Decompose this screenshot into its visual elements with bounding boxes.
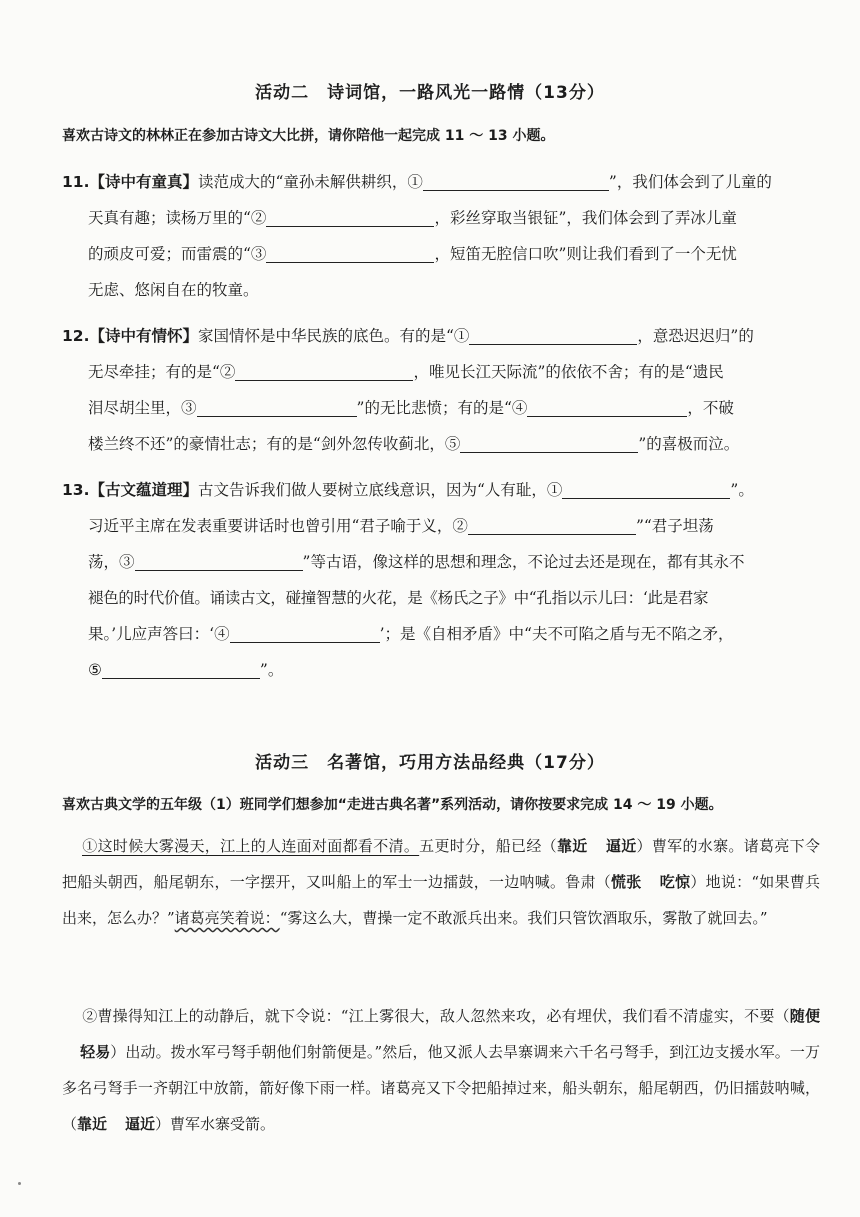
question-number: 13. — [62, 481, 90, 499]
question-text: ，唯见长江天际流”的依依不舍；有的是“遗民 — [413, 363, 724, 381]
word-choice[interactable]: 慌张 — [611, 873, 642, 891]
wavy-underlined-phrase: 诸葛亮笑着说： — [174, 909, 280, 927]
word-choice[interactable]: 靠近 — [77, 1115, 108, 1133]
question-text: ，短笛无腔信口吹”则让我们看到了一个无忧 — [434, 245, 737, 263]
question-tag: 【诗中有情怀】 — [89, 327, 198, 345]
underlined-sentence: ①这时候大雾漫天，江上的人连面对面都看不清。 — [82, 837, 420, 855]
passage-2 — [62, 998, 820, 1142]
question-text: 泪尽胡尘里，③ — [88, 399, 197, 417]
passage-text: ）曹军水寨受箭。 — [155, 1115, 276, 1133]
question-text: ”的喜极而泣。 — [638, 435, 740, 453]
word-choice[interactable]: 靠近 — [556, 837, 588, 855]
passage-text: “雾这么大，曹操一定不敢派兵出来。我们只管饮酒取乐，雾散了就回去。” — [279, 909, 768, 927]
answer-blank[interactable] — [562, 478, 730, 499]
question-number: 11. — [62, 173, 90, 191]
answer-blank[interactable] — [235, 360, 413, 381]
question-text: 家国情怀是中华民族的底色。有的是“① — [197, 327, 470, 345]
question-text: 荡，③ — [88, 553, 135, 571]
question-text: 无虑、悠闲自在的牧童。 — [88, 281, 259, 299]
question-text: 习近平主席在发表重要讲话时也曾引用“君子喻于义，② — [88, 517, 468, 535]
passage-text: ）曹军的水寨。诸葛亮下令把船头朝西，船尾朝东，一字摆开，又叫船上的军士一边擂鼓，一边呐喊。鲁肃（ — [62, 837, 820, 891]
question-text: ，意恐迟迟归”的 — [637, 327, 754, 345]
activity3-intro: 喜欢古典文学的五年级（1）班同学们想参加“走进古典名著”系列活动，请你按要求完成 14 ～ 19 小题。 — [62, 797, 723, 813]
word-choice[interactable]: 吃惊 — [659, 873, 691, 891]
answer-blank[interactable] — [266, 242, 434, 263]
passage-text: ②曹操得知江上的动静后，就下令说：“江上雾很大，敌人忽然来攻，必有埋伏，我们看不清虚实，不要（ — [82, 1007, 790, 1025]
word-choice[interactable]: 逼近 — [605, 837, 637, 855]
question-text: ”。 — [730, 481, 754, 499]
question-text: 楼兰终不还”的豪情壮志；有的是“剑外忽传收蓟北，⑤ — [88, 435, 461, 453]
question-text: ”。 — [259, 661, 284, 679]
question-text: 古文告诉我们做人要树立底线意识，因为“人有耻，① — [197, 481, 563, 499]
answer-blank[interactable] — [423, 170, 609, 191]
answer-blank[interactable] — [135, 550, 303, 571]
question-text: ，不破 — [687, 399, 734, 417]
activity2-title: 活动二 诗词馆，一路风光一路情（13分） — [255, 83, 605, 103]
question-text: 天真有趣；读杨万里的“② — [88, 209, 267, 227]
question-text: ”，我们体会到了儿童的 — [608, 173, 772, 191]
question-text: 的顽皮可爱；而雷震的“③ — [88, 245, 267, 263]
question-tag: 【诗中有童真】 — [89, 173, 198, 191]
activity2-intro: 喜欢古诗文的林林正在参加古诗文大比拼，请你陪他一起完成 11 ～ 13 小题。 — [62, 128, 555, 144]
word-choice[interactable]: 随便 — [789, 1007, 820, 1025]
question-text: ⑤ — [88, 661, 102, 679]
word-choice[interactable]: 轻易 — [80, 1043, 111, 1061]
question-text: 读范成大的“童孙未解供耕织，① — [197, 173, 423, 191]
passage-text: 五更时分，船已经（ — [419, 837, 557, 855]
question-text: ”的无比悲愤；有的是“④ — [356, 399, 528, 417]
passage-text: ）出动。拨水军弓弩手朝他们射箭便是。”然后，他又派人去旱寨调来六千名弓弩手，到江边支援水军。一万多名弓弩手一齐朝江中放箭，箭好像下雨一样。诸葛亮又下令把船掉过来，船头朝东，船尾朝西，仍旧擂鼓呐喊，（ — [62, 1043, 820, 1133]
answer-blank[interactable] — [266, 206, 434, 227]
question-12 — [62, 318, 826, 462]
answer-blank[interactable] — [197, 396, 357, 417]
activity3-title: 活动三 名著馆，巧用方法品经典（17分） — [255, 753, 605, 773]
passage-text: ）地说：“如果曹兵出来，怎么办？” — [62, 873, 820, 927]
question-tag: 【古文蕴道理】 — [89, 481, 198, 499]
answer-blank[interactable] — [527, 396, 687, 417]
question-text: ”“君子坦荡 — [635, 517, 714, 535]
answer-blank[interactable] — [460, 432, 638, 453]
passage-1 — [62, 828, 820, 936]
answer-blank[interactable] — [468, 514, 636, 535]
answer-blank[interactable] — [102, 658, 260, 679]
question-text: ，彩丝穿取当银钲”，我们体会到了弄冰儿童 — [434, 209, 737, 227]
answer-blank[interactable] — [469, 324, 637, 345]
question-text: 果。’儿应声答曰：‘④ — [88, 625, 230, 643]
question-11 — [62, 164, 826, 308]
question-text: ’；是《自相矛盾》中“夫不可陷之盾与无不陷之矛， — [379, 625, 734, 643]
word-choice[interactable]: 逼近 — [125, 1115, 156, 1133]
answer-blank[interactable] — [230, 622, 380, 643]
question-number: 12. — [62, 327, 90, 345]
question-text: 无尽牵挂；有的是“② — [88, 363, 236, 381]
question-text: ”等古语，像这样的思想和理念，不论过去还是现在，都有其永不 — [302, 553, 745, 571]
question-text: 褪色的时代价值。诵读古文，碰撞智慧的火花，是《杨氏之子》中“孔指以示儿曰：‘此是君家 — [88, 589, 709, 607]
question-13 — [62, 472, 826, 688]
scan-speck — [18, 1182, 21, 1185]
